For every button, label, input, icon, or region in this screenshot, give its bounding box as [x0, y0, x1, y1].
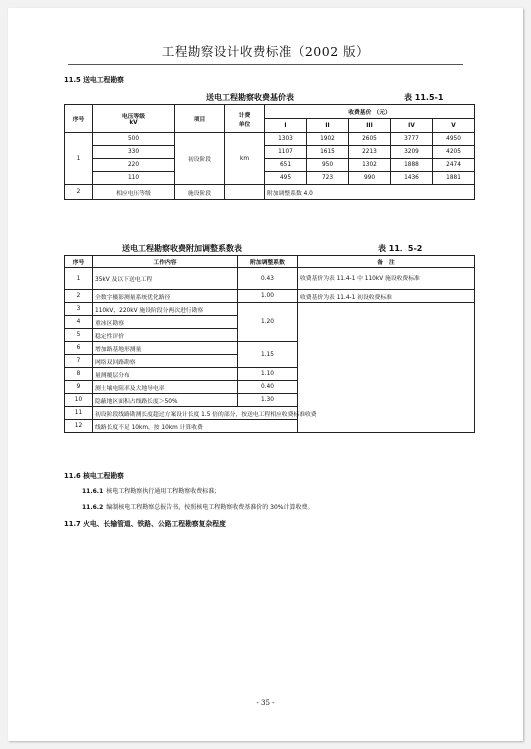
- t1-header-unit-l2: 单位: [238, 121, 251, 128]
- t2-seq: 7: [65, 355, 93, 368]
- t2-header-remark: 备 注: [298, 256, 475, 268]
- t1-voltage: 110: [93, 172, 175, 185]
- t1-row2-unit: [225, 185, 265, 200]
- table-row: [65, 268, 475, 290]
- t2-header-coef: 附加调整系数: [238, 256, 298, 268]
- t2-seq: 2: [65, 290, 93, 303]
- t2-seq: 3: [65, 303, 93, 316]
- t1-header-item: 项目: [175, 105, 225, 133]
- table2-title: 送电工程勘察收费附加调整系数表: [122, 244, 242, 253]
- table-row: [65, 146, 475, 159]
- t2-coef: 1.00: [238, 290, 298, 303]
- t1-header-voltage: [93, 105, 175, 133]
- t2-content: 35kV 及以下送电工程: [93, 268, 238, 290]
- t2-seq: 4: [65, 316, 93, 329]
- t1-grade-3: III: [349, 119, 391, 133]
- t1-voltage: 220: [93, 159, 175, 172]
- t2-header-seq: 序号: [65, 256, 93, 268]
- paragraph-11-6-2: [82, 502, 314, 511]
- t2-coef: 1.20: [238, 303, 298, 342]
- t2-seq: 1: [65, 268, 93, 290]
- t1-cell: 1902: [307, 133, 349, 146]
- t2-content: 110kV、220kV 施设阶段分两次进行勘察: [93, 303, 238, 316]
- t1-voltage: 330: [93, 146, 175, 159]
- t1-cell: 4950: [433, 133, 475, 146]
- para-number: 11.6.2: [82, 504, 104, 511]
- t1-grade-2: II: [307, 119, 349, 133]
- t1-cell: 1107: [265, 146, 307, 159]
- table-row: [65, 290, 475, 303]
- t1-grade-1: I: [265, 119, 307, 133]
- t2-coef: 1.30: [238, 394, 298, 407]
- para-number: 11.6.1: [82, 488, 104, 495]
- t2-content: 增加路基地形测量: [93, 342, 238, 355]
- table-row: [65, 133, 475, 146]
- section-heading-11-5: 11.5 送电工程勘察: [64, 76, 124, 84]
- t1-header-unit: [225, 105, 265, 133]
- t1-row2-voltage: 相应电压等级: [93, 185, 175, 200]
- t1-cell: 1302: [349, 159, 391, 172]
- table-row: [65, 185, 475, 200]
- t1-grade-5: V: [433, 119, 475, 133]
- page-header: 工程勘察设计收费标准（2002 版）: [161, 44, 370, 59]
- para-text: 编制核电工程勘察总报告书，按照核电工程勘察收费基准价的 30%计算收费。: [106, 504, 314, 511]
- t1-header-seq: 序号: [65, 105, 93, 133]
- t1-cell: 495: [265, 172, 307, 185]
- t1-cell: 2474: [433, 159, 475, 172]
- page-number: - 35 -: [256, 699, 275, 707]
- t1-cell: 1888: [391, 159, 433, 172]
- t2-content: 量测覆层分布: [93, 368, 238, 381]
- table-row: [65, 420, 475, 433]
- table-row: [65, 172, 475, 185]
- t2-seq: 5: [65, 329, 93, 342]
- t1-voltage: 500: [93, 133, 175, 146]
- t1-header-price: 收费基价 （元）: [265, 105, 475, 119]
- para-text: 核电工程勘察执行通用工程勘察收费标准；: [106, 488, 221, 495]
- t2-content: 全数字摄影测量系统优化路径: [93, 290, 238, 303]
- t1-cell: 1436: [391, 172, 433, 185]
- t1-cell: 1615: [307, 146, 349, 159]
- t1-cell: 3209: [391, 146, 433, 159]
- table-row: [65, 303, 475, 316]
- table2-id: 表 11．5-2: [378, 244, 423, 253]
- t1-cell: 1881: [433, 172, 475, 185]
- document-page: [8, 8, 523, 741]
- t2-seq: 9: [65, 381, 93, 394]
- table1-id: 表 11.5-1: [404, 93, 444, 102]
- t1-group1-unit: km: [225, 133, 265, 185]
- t1-cell: 2213: [349, 146, 391, 159]
- t1-cell: 4205: [433, 146, 475, 159]
- t2-content-wide: 初设阶段线路勘测长度超过方案设计长度 1.5 倍的部分，按送电工程相应收费标准收费: [93, 407, 475, 420]
- t2-content: 测土壤电阻率及大地导电率: [93, 381, 238, 394]
- t1-group1-seq: 1: [65, 133, 93, 185]
- t2-remark: 收费基价为表 11.4-1 初设收费标准: [298, 290, 475, 303]
- fee-base-price-table: [64, 104, 475, 200]
- t1-cell: 1303: [265, 133, 307, 146]
- t1-cell: 651: [265, 159, 307, 172]
- section-heading-11-7: 11.7 火电、长输管道、铁路、公路工程勘察复杂程度: [64, 520, 226, 528]
- adjustment-coefficient-table: [64, 255, 475, 433]
- table-row: [65, 407, 475, 420]
- t1-header-voltage-label: 电压等级: [121, 114, 146, 120]
- t1-header-voltage-unit: kV: [129, 120, 138, 126]
- t2-coef: 0.40: [238, 381, 298, 394]
- t2-seq: 8: [65, 368, 93, 381]
- t1-cell: 3777: [391, 133, 433, 146]
- t1-cell: 2605: [349, 133, 391, 146]
- t2-seq: 6: [65, 342, 93, 355]
- t2-remark: 收费基价为表 11.4-1 中 110kV 施设收费标准: [298, 268, 475, 290]
- t2-coef: 0.43: [238, 268, 298, 290]
- t2-seq: 12: [65, 420, 93, 433]
- t1-cell: 723: [307, 172, 349, 185]
- t1-group1-item: 初设阶段: [175, 133, 225, 185]
- t1-cell: 950: [307, 159, 349, 172]
- table-row: [65, 159, 475, 172]
- t1-row2-note: 附加调整系数 4.0: [265, 185, 475, 200]
- t2-content: 稳定性评价: [93, 329, 238, 342]
- t2-seq: 11: [65, 407, 93, 420]
- t2-coef: 1.10: [238, 368, 298, 381]
- t2-content: 网络双回路勘察: [93, 355, 238, 368]
- table1-title: 送电工程勘察收费基价表: [206, 93, 294, 102]
- t1-row2-item: 施设阶段: [175, 185, 225, 200]
- t1-grade-4: IV: [391, 119, 433, 133]
- header-rule: [68, 64, 463, 65]
- t2-content: 隐蔽地区面积占线路长度＞50%: [93, 394, 238, 407]
- t1-header-unit-l1: 计费: [238, 112, 251, 119]
- t2-header-content: 工作内容: [93, 256, 238, 268]
- t2-seq: 10: [65, 394, 93, 407]
- t2-coef: 1.15: [238, 342, 298, 368]
- t2-content-wide: 线路长度不足 10km，按 10km 计算收费: [93, 420, 475, 433]
- section-heading-11-6: 11.6 核电工程勘察: [64, 472, 124, 480]
- t1-row2-seq: 2: [65, 185, 93, 200]
- t1-cell: 990: [349, 172, 391, 185]
- paragraph-11-6-1: [82, 486, 220, 495]
- t2-content: 重冰区勘察: [93, 316, 238, 329]
